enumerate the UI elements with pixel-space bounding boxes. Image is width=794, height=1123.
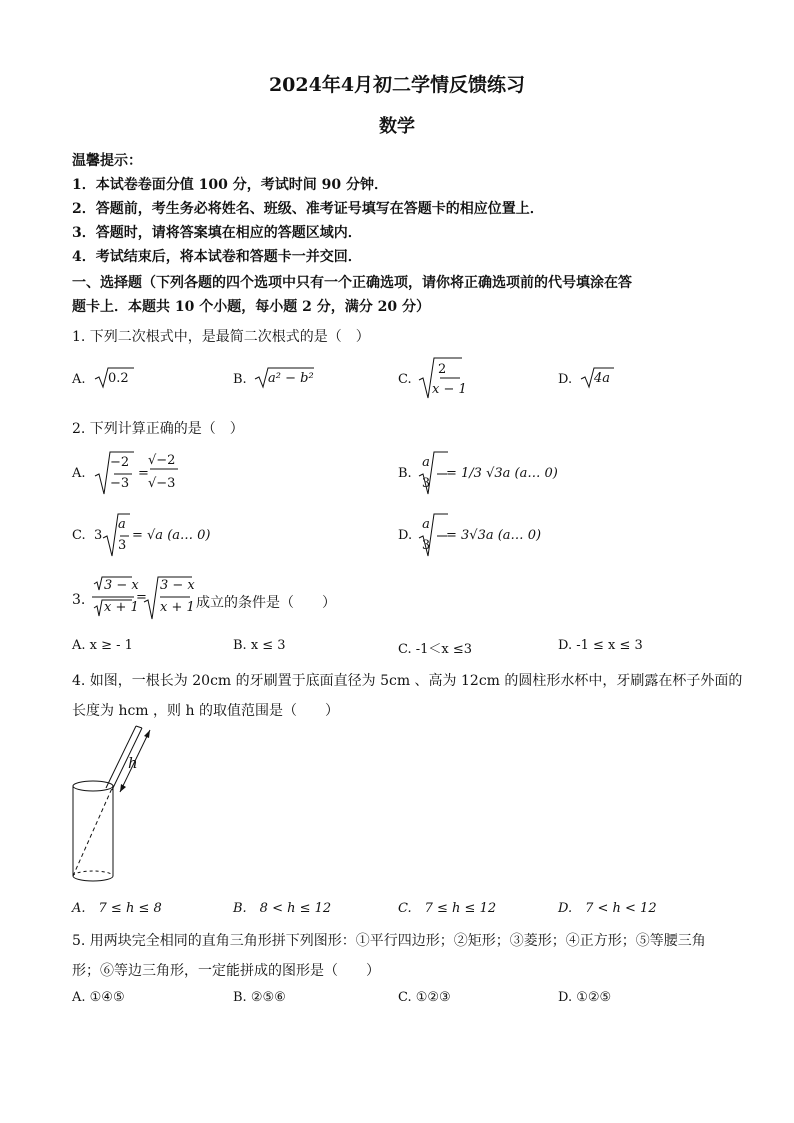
q2-option-d-den: 3: [421, 538, 431, 553]
figure-h-label: h: [128, 754, 138, 772]
q5-line2: 形；⑥等边三角形，一定能拼成的图形是（ ）: [72, 963, 380, 979]
q2-option-c-rhs: = √a (a… 0): [132, 528, 211, 543]
tip-item-1: 1．本试卷卷面分值 100 分，考试时间 90 分钟．: [72, 177, 388, 193]
q2-option-a-num2: √−2: [148, 453, 176, 468]
q2-stem: 2. 下列计算正确的是（ ）: [72, 421, 244, 437]
cup-toothbrush-figure: [66, 724, 166, 888]
q2-option-d-label: D.: [398, 528, 413, 543]
q3-option-a: A. x ≥ - 1: [72, 638, 133, 653]
q2-option-a-label: A.: [72, 466, 86, 481]
q2-option-a-den: −3: [110, 476, 130, 491]
q5-option-d: D. ①②⑤: [558, 990, 612, 1005]
q1-option-b-label: B.: [233, 372, 247, 387]
q1-option-c-den: x − 1: [432, 382, 467, 397]
subject-title: 数学: [379, 116, 415, 137]
q1-option-d-expr: 4a: [594, 371, 611, 386]
q2-option-c-label: C.: [72, 528, 86, 543]
tips-heading: 温馨提示：: [72, 153, 142, 169]
q1-option-b-expr: a² − b²: [268, 371, 314, 386]
q3-rhs-bottom: x + 1: [160, 600, 195, 615]
q2-option-d-num: a: [422, 517, 430, 532]
q5-option-c: C. ①②③: [398, 990, 451, 1005]
q2-option-c-num: a: [118, 517, 126, 532]
q4-line1: 4. 如图，一根长为 20cm 的牙刷置于底面直径为 5cm 、高为 12cm 的圆柱形水杯中，牙刷露在杯子外面的: [72, 673, 743, 689]
section-heading-line1: 一、选择题（下列各题的四个选项中只有一个正确选项，请你将正确选项前的代号填涂在答: [72, 275, 632, 291]
q3-option-c: C. -1＜x ≤3: [398, 642, 473, 657]
q2-option-b-rhs: = 1/3 √3a (a… 0): [446, 466, 558, 481]
q2-option-b-label: B.: [398, 466, 412, 481]
q4-option-c: C. 7 ≤ h ≤ 12: [398, 901, 497, 916]
q2-option-b-den: 3: [421, 476, 431, 491]
q2-option-a-den2: √−3: [148, 476, 176, 491]
q2-option-c-coef: 3: [94, 528, 103, 543]
q3-option-d: D. -1 ≤ x ≤ 3: [558, 638, 643, 653]
q2-option-d-rhs: = 3√3a (a… 0): [446, 528, 542, 543]
tip-item-2: 2．答题前，考生务必将姓名、班级、准考证号填写在答题卡的相应位置上．: [72, 201, 544, 217]
q4-option-b: B. 8 < h ≤ 12: [233, 901, 332, 916]
q1-option-a-label: A.: [72, 372, 86, 387]
q5-line1: 5. 用两块完全相同的直角三角形拼下列图形：①平行四边形；②矩形；③菱形；④正方形；⑤等腰三角: [72, 933, 706, 949]
tip-item-3: 3．答题时，请将答案填在相应的答题区域内．: [72, 225, 362, 241]
q3-num-bottom: x + 1: [104, 600, 139, 615]
q3-suffix: 成立的条件是（ ）: [196, 595, 336, 611]
fraction-bar: [150, 468, 178, 470]
q5-option-a: A. ①④⑤: [72, 990, 125, 1005]
q4-option-d: D. 7 < h < 12: [558, 901, 657, 916]
q2-option-a-num: −2: [110, 455, 130, 470]
q3-rhs-top: 3 − x: [160, 578, 195, 593]
q3-num-top: 3 − x: [104, 578, 139, 593]
tip-item-4: 4．考试结束后，将本试卷和答题卡一并交回．: [72, 249, 362, 265]
q3-prefix: 3.: [72, 592, 86, 608]
equals-sign: =: [136, 590, 147, 605]
q1-option-c-num: 2: [438, 362, 447, 377]
q4-option-a: A. 7 ≤ h ≤ 8: [72, 901, 162, 916]
q4-line2: 长度为 hcm ，则 h 的取值范围是（ ）: [72, 703, 339, 719]
q2-option-c-den: 3: [118, 538, 127, 553]
q1-option-d-label: D.: [558, 372, 573, 387]
q3-option-b: B. x ≤ 3: [233, 638, 286, 653]
page-title: 2024年4月初二学情反馈练习: [268, 74, 526, 96]
q5-option-b: B. ②⑤⑥: [233, 990, 286, 1005]
q1-stem: 1. 下列二次根式中，是最简二次根式的是（ ）: [72, 329, 370, 345]
section-heading-line2: 题卡上．本题共 10 个小题，每小题 2 分，满分 20 分）: [72, 299, 430, 315]
q1-option-a-expr: 0.2: [108, 371, 129, 386]
q1-option-c-label: C.: [398, 372, 412, 387]
q2-option-b-num: a: [422, 455, 430, 470]
equals-sign: =: [138, 466, 149, 481]
